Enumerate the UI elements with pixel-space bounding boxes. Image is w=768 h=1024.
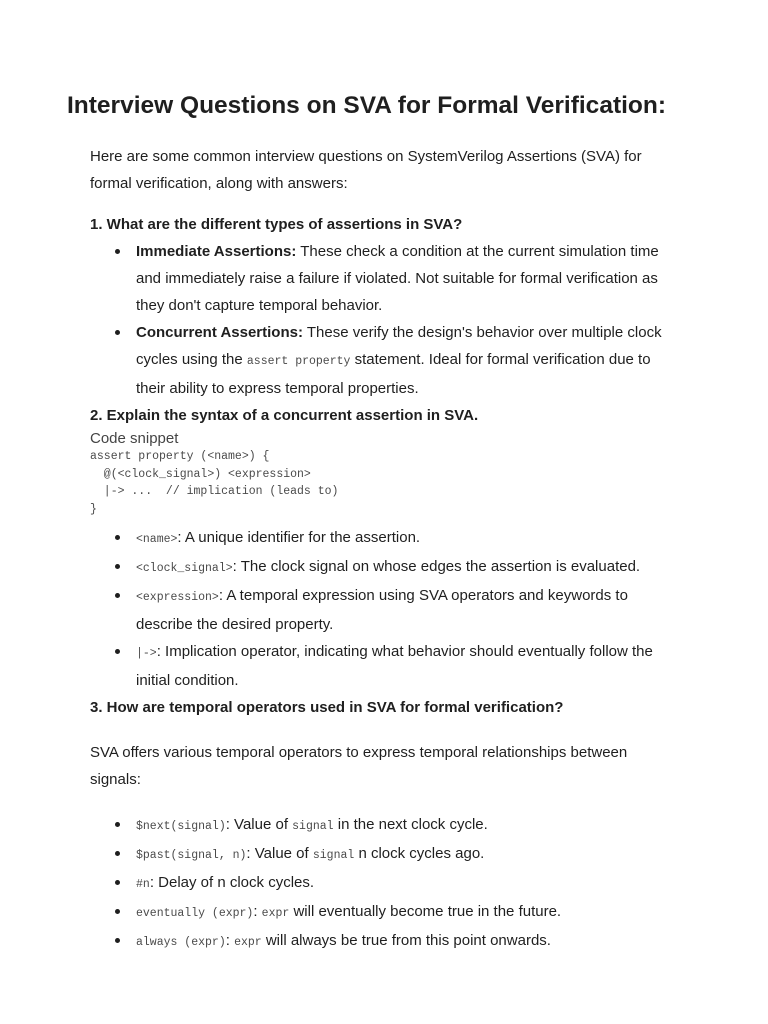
term-concurrent-assertions: Concurrent Assertions: (136, 324, 303, 341)
code-block (90, 448, 680, 518)
q3-list (90, 811, 680, 956)
item-text: will eventually become true in the future. (289, 903, 562, 920)
inline-code: <clock_signal> (136, 562, 233, 575)
item-text: : A temporal expression using SVA operators and keywords to describe the desired property. (136, 587, 628, 633)
list-item (90, 319, 680, 402)
q3-intro-paragraph: SVA offers various temporal operators to express temporal relationships between signals: (90, 744, 628, 788)
item-text: : The clock signal on whose edges the assertion is evaluated. (232, 558, 641, 575)
list-item (90, 840, 680, 869)
term-immediate-assertions: Immediate Assertions: (136, 243, 297, 260)
list-item (90, 811, 680, 840)
question-1: 1. What are the different types of assertions in SVA? (90, 216, 463, 233)
inline-code: signal (292, 820, 334, 833)
inline-code: #n (136, 878, 150, 891)
question-2: 2. Explain the syntax of a concurrent assertion in SVA. (90, 407, 479, 424)
item-text: : Implication operator, indicating what behavior should eventually follow the initial condition. (136, 643, 653, 689)
list-item (90, 238, 680, 319)
code-line: } (90, 502, 97, 516)
inline-code: $past(signal, n) (136, 849, 247, 862)
list-item (90, 582, 680, 638)
item-text: statement. Ideal for formal verification due to their ability to express temporal properties. (136, 351, 651, 397)
item-text: will always be true from this point onwards. (261, 932, 551, 949)
inline-code: <expression> (136, 591, 219, 604)
list-item (90, 524, 680, 553)
inline-code: assert property (246, 355, 351, 368)
inline-code: signal (312, 849, 355, 862)
item-text: : (225, 932, 235, 949)
list-item (90, 638, 680, 694)
item-text: These check a condition at the current simulation time and immediately raise a failure if violated. Not suitable for formal verification as they don't capture temporal behavior. (136, 243, 659, 314)
list-item (90, 553, 680, 582)
item-text: : Value of (225, 816, 293, 833)
item-text: These verify the design's behavior over multiple clock cycles using the (136, 324, 662, 368)
code-snippet-label: Code snippet (90, 430, 179, 447)
page-title: Interview Questions on SVA for Formal Verification: (67, 92, 666, 119)
list-item (90, 898, 680, 927)
question-3: 3. How are temporal operators used in SVA for formal verification? (90, 699, 564, 716)
inline-code: <name> (136, 533, 178, 546)
inline-code: |-> (136, 647, 157, 660)
list-item (90, 869, 680, 898)
inline-code: $next(signal) (136, 820, 226, 833)
item-text: : Value of (246, 845, 313, 862)
document-body (90, 143, 680, 956)
item-text: n clock cycles ago. (354, 845, 485, 862)
inline-code: expr (234, 936, 262, 949)
code-line: @(<clock_signal>) <expression> (90, 467, 311, 481)
code-line: |-> ... // implication (leads to) (90, 485, 339, 498)
item-text: : Delay of n clock cycles. (149, 874, 315, 891)
code-line: assert property (<name>) { (90, 450, 270, 463)
q2-list (90, 524, 680, 694)
item-text: : (253, 903, 262, 920)
inline-code: eventually (expr) (136, 907, 254, 920)
inline-code: expr (261, 907, 290, 920)
intro-paragraph: Here are some common interview questions on SystemVerilog Assertions (SVA) for formal verification, along with answers: (90, 148, 642, 192)
inline-code: always (expr) (136, 936, 226, 949)
item-text: in the next clock cycle. (333, 816, 488, 833)
list-item (90, 927, 680, 956)
q1-list (90, 238, 680, 402)
item-text: : A unique identifier for the assertion. (177, 529, 421, 546)
